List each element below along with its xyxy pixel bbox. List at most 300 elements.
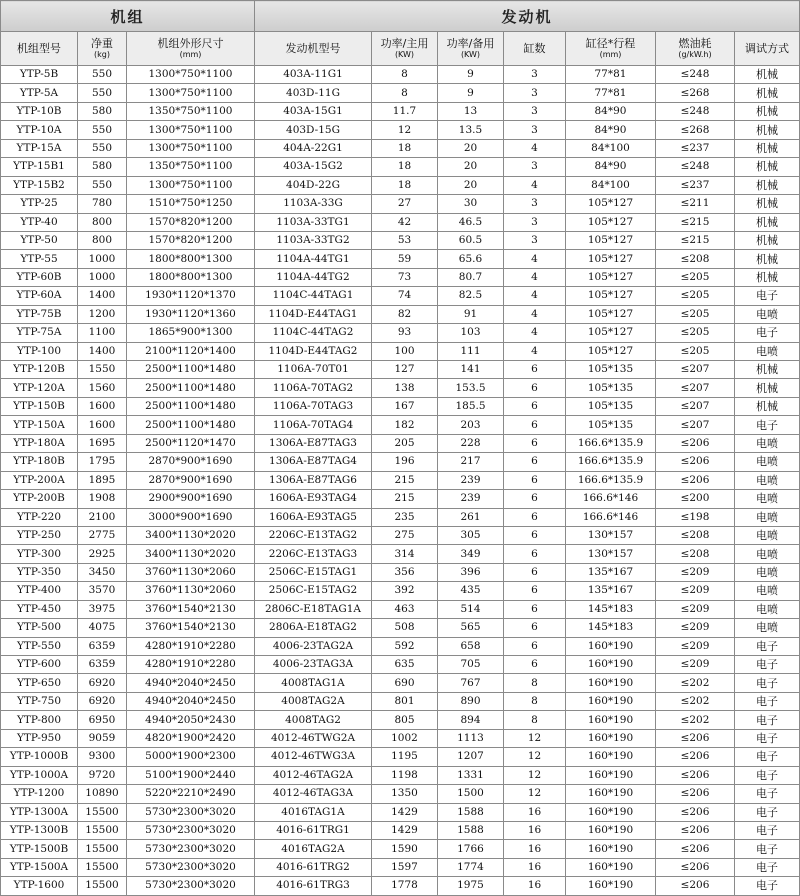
cell-engine-model: 404D-22G <box>255 176 372 194</box>
cell-fuel: ≤207 <box>656 379 735 397</box>
cell-cylinders: 8 <box>504 711 566 729</box>
cell-dims: 5100*1900*2440 <box>127 766 255 784</box>
table-row <box>1 766 800 784</box>
cell-governor: 机械 <box>735 361 800 379</box>
cell-standby-power: 20 <box>438 158 504 176</box>
col-cylinders: 缸数 <box>504 32 566 66</box>
cell-engine-model: 404A-22G1 <box>255 139 372 157</box>
cell-standby-power: 217 <box>438 453 504 471</box>
cell-model: YTP-60A <box>1 287 78 305</box>
cell-engine-model: 1103A-33TG2 <box>255 231 372 249</box>
cell-cylinders: 4 <box>504 305 566 323</box>
cell-bore-stroke: 166.6*135.9 <box>566 453 656 471</box>
cell-fuel: ≤198 <box>656 508 735 526</box>
cell-engine-model: 1104C-44TAG2 <box>255 324 372 342</box>
table-row <box>1 287 800 305</box>
cell-cylinders: 6 <box>504 545 566 563</box>
cell-model: YTP-10B <box>1 102 78 120</box>
cell-cylinders: 6 <box>504 600 566 618</box>
cell-model: YTP-750 <box>1 692 78 710</box>
cell-model: YTP-40 <box>1 213 78 231</box>
cell-weight: 550 <box>78 121 127 139</box>
cell-standby-power: 239 <box>438 471 504 489</box>
cell-model: YTP-200A <box>1 471 78 489</box>
cell-governor: 电子 <box>735 748 800 766</box>
cell-prime-power: 1429 <box>372 821 438 839</box>
cell-weight: 1795 <box>78 453 127 471</box>
cell-cylinders: 3 <box>504 84 566 102</box>
cell-bore-stroke: 130*157 <box>566 545 656 563</box>
cell-prime-power: 690 <box>372 674 438 692</box>
table-row <box>1 342 800 360</box>
cell-weight: 580 <box>78 102 127 120</box>
cell-model: YTP-1000A <box>1 766 78 784</box>
table-row <box>1 213 800 231</box>
cell-model: YTP-5B <box>1 66 78 84</box>
cell-weight: 1000 <box>78 250 127 268</box>
cell-engine-model: 403A-11G1 <box>255 66 372 84</box>
cell-fuel: ≤206 <box>656 748 735 766</box>
cell-model: YTP-100 <box>1 342 78 360</box>
cell-bore-stroke: 160*190 <box>566 803 656 821</box>
cell-governor: 机械 <box>735 176 800 194</box>
cell-model: YTP-15B2 <box>1 176 78 194</box>
cell-bore-stroke: 160*190 <box>566 692 656 710</box>
cell-weight: 15500 <box>78 803 127 821</box>
cell-weight: 6359 <box>78 637 127 655</box>
cell-dims: 3760*1540*2130 <box>127 600 255 618</box>
cell-dims: 2500*1100*1480 <box>127 397 255 415</box>
cell-fuel: ≤202 <box>656 711 735 729</box>
table-row <box>1 471 800 489</box>
cell-standby-power: 91 <box>438 305 504 323</box>
cell-fuel: ≤237 <box>656 176 735 194</box>
cell-engine-model: 2506C-E15TAG1 <box>255 563 372 581</box>
table-row <box>1 397 800 415</box>
cell-fuel: ≤205 <box>656 268 735 286</box>
cell-standby-power: 349 <box>438 545 504 563</box>
cell-governor: 电子 <box>735 692 800 710</box>
cell-dims: 4940*2040*2450 <box>127 692 255 710</box>
cell-bore-stroke: 105*135 <box>566 361 656 379</box>
cell-cylinders: 12 <box>504 748 566 766</box>
table-row <box>1 692 800 710</box>
cell-governor: 电子 <box>735 858 800 876</box>
table-row <box>1 803 800 821</box>
cell-prime-power: 392 <box>372 582 438 600</box>
cell-prime-power: 100 <box>372 342 438 360</box>
cell-prime-power: 1195 <box>372 748 438 766</box>
cell-prime-power: 215 <box>372 490 438 508</box>
cell-governor: 电子 <box>735 324 800 342</box>
cell-model: YTP-60B <box>1 268 78 286</box>
cell-bore-stroke: 166.6*135.9 <box>566 434 656 452</box>
cell-cylinders: 8 <box>504 692 566 710</box>
cell-weight: 1000 <box>78 268 127 286</box>
cell-cylinders: 12 <box>504 785 566 803</box>
cell-standby-power: 1331 <box>438 766 504 784</box>
cell-governor: 机械 <box>735 397 800 415</box>
cell-bore-stroke: 77*81 <box>566 66 656 84</box>
cell-dims: 2870*900*1690 <box>127 453 255 471</box>
cell-standby-power: 305 <box>438 526 504 544</box>
cell-standby-power: 435 <box>438 582 504 600</box>
cell-engine-model: 403D-11G <box>255 84 372 102</box>
cell-governor: 机械 <box>735 250 800 268</box>
cell-weight: 1560 <box>78 379 127 397</box>
table-row <box>1 508 800 526</box>
cell-governor: 电喷 <box>735 508 800 526</box>
cell-engine-model: 4008TAG2 <box>255 711 372 729</box>
cell-governor: 电子 <box>735 785 800 803</box>
cell-dims: 5220*2210*2490 <box>127 785 255 803</box>
col-prime-power: 功率/主用 (KW) <box>372 32 438 66</box>
cell-fuel: ≤206 <box>656 821 735 839</box>
cell-dims: 1570*820*1200 <box>127 231 255 249</box>
cell-standby-power: 894 <box>438 711 504 729</box>
cell-standby-power: 890 <box>438 692 504 710</box>
cell-model: YTP-600 <box>1 656 78 674</box>
cell-standby-power: 9 <box>438 84 504 102</box>
cell-standby-power: 1588 <box>438 803 504 821</box>
cell-bore-stroke: 105*127 <box>566 268 656 286</box>
cell-dims: 1510*750*1250 <box>127 195 255 213</box>
cell-fuel: ≤200 <box>656 490 735 508</box>
cell-weight: 800 <box>78 213 127 231</box>
cell-fuel: ≤206 <box>656 858 735 876</box>
cell-dims: 3760*1540*2130 <box>127 619 255 637</box>
cell-engine-model: 1104A-44TG2 <box>255 268 372 286</box>
cell-weight: 10890 <box>78 785 127 803</box>
cell-fuel: ≤207 <box>656 416 735 434</box>
cell-bore-stroke: 105*127 <box>566 195 656 213</box>
table-row <box>1 66 800 84</box>
cell-dims: 4940*2050*2430 <box>127 711 255 729</box>
cell-cylinders: 16 <box>504 840 566 858</box>
cell-dims: 2500*1100*1480 <box>127 416 255 434</box>
table-row <box>1 600 800 618</box>
cell-prime-power: 196 <box>372 453 438 471</box>
cell-standby-power: 514 <box>438 600 504 618</box>
table-row <box>1 674 800 692</box>
cell-bore-stroke: 105*135 <box>566 397 656 415</box>
cell-bore-stroke: 84*90 <box>566 102 656 120</box>
table-row <box>1 416 800 434</box>
cell-model: YTP-220 <box>1 508 78 526</box>
cell-standby-power: 46.5 <box>438 213 504 231</box>
cell-model: YTP-250 <box>1 526 78 544</box>
cell-bore-stroke: 105*127 <box>566 231 656 249</box>
cell-model: YTP-10A <box>1 121 78 139</box>
cell-governor: 电子 <box>735 840 800 858</box>
cell-fuel: ≤237 <box>656 139 735 157</box>
cell-dims: 3000*900*1690 <box>127 508 255 526</box>
cell-weight: 550 <box>78 139 127 157</box>
cell-model: YTP-25 <box>1 195 78 213</box>
cell-model: YTP-75B <box>1 305 78 323</box>
col-bore-stroke: 缸径*行程 (mm) <box>566 32 656 66</box>
cell-fuel: ≤206 <box>656 471 735 489</box>
cell-fuel: ≤268 <box>656 84 735 102</box>
cell-bore-stroke: 160*190 <box>566 766 656 784</box>
cell-weight: 6920 <box>78 674 127 692</box>
cell-engine-model: 1103A-33G <box>255 195 372 213</box>
cell-cylinders: 16 <box>504 858 566 876</box>
cell-dims: 5730*2300*3020 <box>127 858 255 876</box>
cell-fuel: ≤205 <box>656 324 735 342</box>
cell-governor: 电子 <box>735 877 800 895</box>
cell-dims: 3760*1130*2060 <box>127 582 255 600</box>
cell-governor: 机械 <box>735 158 800 176</box>
cell-weight: 1908 <box>78 490 127 508</box>
cell-cylinders: 6 <box>504 434 566 452</box>
cell-standby-power: 141 <box>438 361 504 379</box>
cell-standby-power: 20 <box>438 139 504 157</box>
cell-model: YTP-950 <box>1 729 78 747</box>
cell-dims: 1300*750*1100 <box>127 176 255 194</box>
table-row <box>1 361 800 379</box>
cell-bore-stroke: 84*90 <box>566 121 656 139</box>
col-standby-power: 功率/备用 (KW) <box>438 32 504 66</box>
cell-standby-power: 705 <box>438 656 504 674</box>
cell-bore-stroke: 160*190 <box>566 674 656 692</box>
cell-standby-power: 1207 <box>438 748 504 766</box>
cell-governor: 电子 <box>735 711 800 729</box>
cell-weight: 1600 <box>78 416 127 434</box>
cell-standby-power: 1975 <box>438 877 504 895</box>
cell-standby-power: 239 <box>438 490 504 508</box>
cell-weight: 3570 <box>78 582 127 600</box>
table-row <box>1 121 800 139</box>
table-row <box>1 305 800 323</box>
cell-dims: 1800*800*1300 <box>127 268 255 286</box>
cell-standby-power: 767 <box>438 674 504 692</box>
cell-fuel: ≤205 <box>656 342 735 360</box>
cell-dims: 1570*820*1200 <box>127 213 255 231</box>
cell-dims: 4280*1910*2280 <box>127 656 255 674</box>
cell-cylinders: 12 <box>504 766 566 784</box>
cell-standby-power: 30 <box>438 195 504 213</box>
cell-engine-model: 2806A-E18TAG2 <box>255 619 372 637</box>
cell-engine-model: 4016TAG2A <box>255 840 372 858</box>
cell-prime-power: 182 <box>372 416 438 434</box>
cell-bore-stroke: 130*157 <box>566 526 656 544</box>
cell-cylinders: 4 <box>504 250 566 268</box>
cell-engine-model: 4016-61TRG2 <box>255 858 372 876</box>
col-weight: 净重 (kg) <box>78 32 127 66</box>
cell-governor: 机械 <box>735 139 800 157</box>
cell-model: YTP-300 <box>1 545 78 563</box>
cell-engine-model: 4006-23TAG3A <box>255 656 372 674</box>
cell-fuel: ≤248 <box>656 158 735 176</box>
cell-fuel: ≤215 <box>656 231 735 249</box>
cell-bore-stroke: 160*190 <box>566 785 656 803</box>
cell-prime-power: 1590 <box>372 840 438 858</box>
cell-bore-stroke: 77*81 <box>566 84 656 102</box>
cell-governor: 电喷 <box>735 563 800 581</box>
group-unit: 机组 <box>1 1 255 32</box>
cell-governor: 机械 <box>735 379 800 397</box>
cell-fuel: ≤202 <box>656 692 735 710</box>
cell-fuel: ≤209 <box>656 563 735 581</box>
cell-fuel: ≤207 <box>656 397 735 415</box>
cell-weight: 9300 <box>78 748 127 766</box>
cell-model: YTP-180B <box>1 453 78 471</box>
cell-dims: 1300*750*1100 <box>127 139 255 157</box>
cell-prime-power: 508 <box>372 619 438 637</box>
cell-fuel: ≤209 <box>656 619 735 637</box>
table-row <box>1 158 800 176</box>
cell-prime-power: 1429 <box>372 803 438 821</box>
cell-model: YTP-1300B <box>1 821 78 839</box>
cell-dims: 5730*2300*3020 <box>127 877 255 895</box>
cell-standby-power: 60.5 <box>438 231 504 249</box>
cell-engine-model: 4012-46TAG3A <box>255 785 372 803</box>
table-row <box>1 637 800 655</box>
cell-standby-power: 9 <box>438 66 504 84</box>
cell-fuel: ≤206 <box>656 803 735 821</box>
cell-cylinders: 3 <box>504 66 566 84</box>
cell-dims: 4820*1900*2420 <box>127 729 255 747</box>
cell-fuel: ≤206 <box>656 877 735 895</box>
cell-bore-stroke: 105*127 <box>566 287 656 305</box>
table-row <box>1 877 800 895</box>
cell-fuel: ≤211 <box>656 195 735 213</box>
cell-fuel: ≤215 <box>656 213 735 231</box>
cell-prime-power: 27 <box>372 195 438 213</box>
cell-weight: 1895 <box>78 471 127 489</box>
cell-standby-power: 82.5 <box>438 287 504 305</box>
cell-prime-power: 8 <box>372 84 438 102</box>
cell-bore-stroke: 160*190 <box>566 656 656 674</box>
cell-fuel: ≤208 <box>656 545 735 563</box>
cell-engine-model: 1106A-70T01 <box>255 361 372 379</box>
table-row <box>1 139 800 157</box>
table-row <box>1 748 800 766</box>
cell-fuel: ≤205 <box>656 287 735 305</box>
cell-prime-power: 127 <box>372 361 438 379</box>
cell-cylinders: 6 <box>504 637 566 655</box>
cell-bore-stroke: 160*190 <box>566 729 656 747</box>
cell-governor: 电子 <box>735 766 800 784</box>
cell-bore-stroke: 160*190 <box>566 711 656 729</box>
cell-engine-model: 4008TAG2A <box>255 692 372 710</box>
cell-fuel: ≤206 <box>656 453 735 471</box>
cell-bore-stroke: 160*190 <box>566 637 656 655</box>
cell-weight: 1695 <box>78 434 127 452</box>
cell-prime-power: 1002 <box>372 729 438 747</box>
cell-dims: 4280*1910*2280 <box>127 637 255 655</box>
cell-governor: 电喷 <box>735 582 800 600</box>
cell-prime-power: 801 <box>372 692 438 710</box>
cell-weight: 550 <box>78 84 127 102</box>
cell-model: YTP-120A <box>1 379 78 397</box>
cell-cylinders: 6 <box>504 563 566 581</box>
cell-prime-power: 53 <box>372 231 438 249</box>
cell-prime-power: 275 <box>372 526 438 544</box>
col-engine-model: 发动机型号 <box>255 32 372 66</box>
cell-dims: 1350*750*1100 <box>127 158 255 176</box>
cell-cylinders: 4 <box>504 268 566 286</box>
cell-cylinders: 4 <box>504 324 566 342</box>
cell-fuel: ≤248 <box>656 102 735 120</box>
cell-weight: 6920 <box>78 692 127 710</box>
cell-governor: 电喷 <box>735 545 800 563</box>
cell-weight: 9720 <box>78 766 127 784</box>
cell-cylinders: 6 <box>504 379 566 397</box>
cell-standby-power: 1588 <box>438 821 504 839</box>
cell-cylinders: 6 <box>504 490 566 508</box>
cell-weight: 1400 <box>78 287 127 305</box>
table-row <box>1 526 800 544</box>
cell-dims: 2500*1120*1470 <box>127 434 255 452</box>
cell-governor: 电喷 <box>735 600 800 618</box>
col-fuel: 燃油耗 (g/kW.h) <box>656 32 735 66</box>
table-row <box>1 324 800 342</box>
cell-dims: 2870*900*1690 <box>127 471 255 489</box>
cell-prime-power: 18 <box>372 139 438 157</box>
cell-weight: 1100 <box>78 324 127 342</box>
cell-governor: 机械 <box>735 84 800 102</box>
cell-governor: 机械 <box>735 213 800 231</box>
cell-cylinders: 4 <box>504 139 566 157</box>
cell-dims: 5730*2300*3020 <box>127 803 255 821</box>
cell-dims: 2500*1100*1480 <box>127 361 255 379</box>
cell-governor: 机械 <box>735 195 800 213</box>
cell-fuel: ≤206 <box>656 729 735 747</box>
cell-bore-stroke: 160*190 <box>566 748 656 766</box>
cell-dims: 5000*1900*2300 <box>127 748 255 766</box>
cell-engine-model: 1106A-70TAG4 <box>255 416 372 434</box>
cell-bore-stroke: 105*135 <box>566 416 656 434</box>
cell-engine-model: 2206C-E13TAG3 <box>255 545 372 563</box>
cell-bore-stroke: 145*183 <box>566 619 656 637</box>
table-row <box>1 785 800 803</box>
cell-model: YTP-400 <box>1 582 78 600</box>
cell-fuel: ≤209 <box>656 637 735 655</box>
cell-bore-stroke: 105*127 <box>566 250 656 268</box>
cell-model: YTP-350 <box>1 563 78 581</box>
cell-model: YTP-800 <box>1 711 78 729</box>
cell-cylinders: 6 <box>504 656 566 674</box>
cell-prime-power: 1198 <box>372 766 438 784</box>
cell-cylinders: 6 <box>504 471 566 489</box>
cell-governor: 机械 <box>735 268 800 286</box>
cell-prime-power: 74 <box>372 287 438 305</box>
cell-model: YTP-650 <box>1 674 78 692</box>
cell-engine-model: 1306A-E87TAG3 <box>255 434 372 452</box>
cell-prime-power: 167 <box>372 397 438 415</box>
cell-standby-power: 565 <box>438 619 504 637</box>
cell-fuel: ≤208 <box>656 526 735 544</box>
cell-model: YTP-1600 <box>1 877 78 895</box>
cell-bore-stroke: 135*167 <box>566 582 656 600</box>
cell-weight: 15500 <box>78 858 127 876</box>
cell-standby-power: 13 <box>438 102 504 120</box>
table-row <box>1 250 800 268</box>
cell-prime-power: 8 <box>372 66 438 84</box>
cell-bore-stroke: 145*183 <box>566 600 656 618</box>
cell-standby-power: 1113 <box>438 729 504 747</box>
cell-model: YTP-150B <box>1 397 78 415</box>
cell-cylinders: 3 <box>504 213 566 231</box>
cell-cylinders: 6 <box>504 416 566 434</box>
cell-bore-stroke: 84*100 <box>566 176 656 194</box>
cell-prime-power: 93 <box>372 324 438 342</box>
cell-prime-power: 18 <box>372 176 438 194</box>
cell-prime-power: 463 <box>372 600 438 618</box>
cell-standby-power: 65.6 <box>438 250 504 268</box>
